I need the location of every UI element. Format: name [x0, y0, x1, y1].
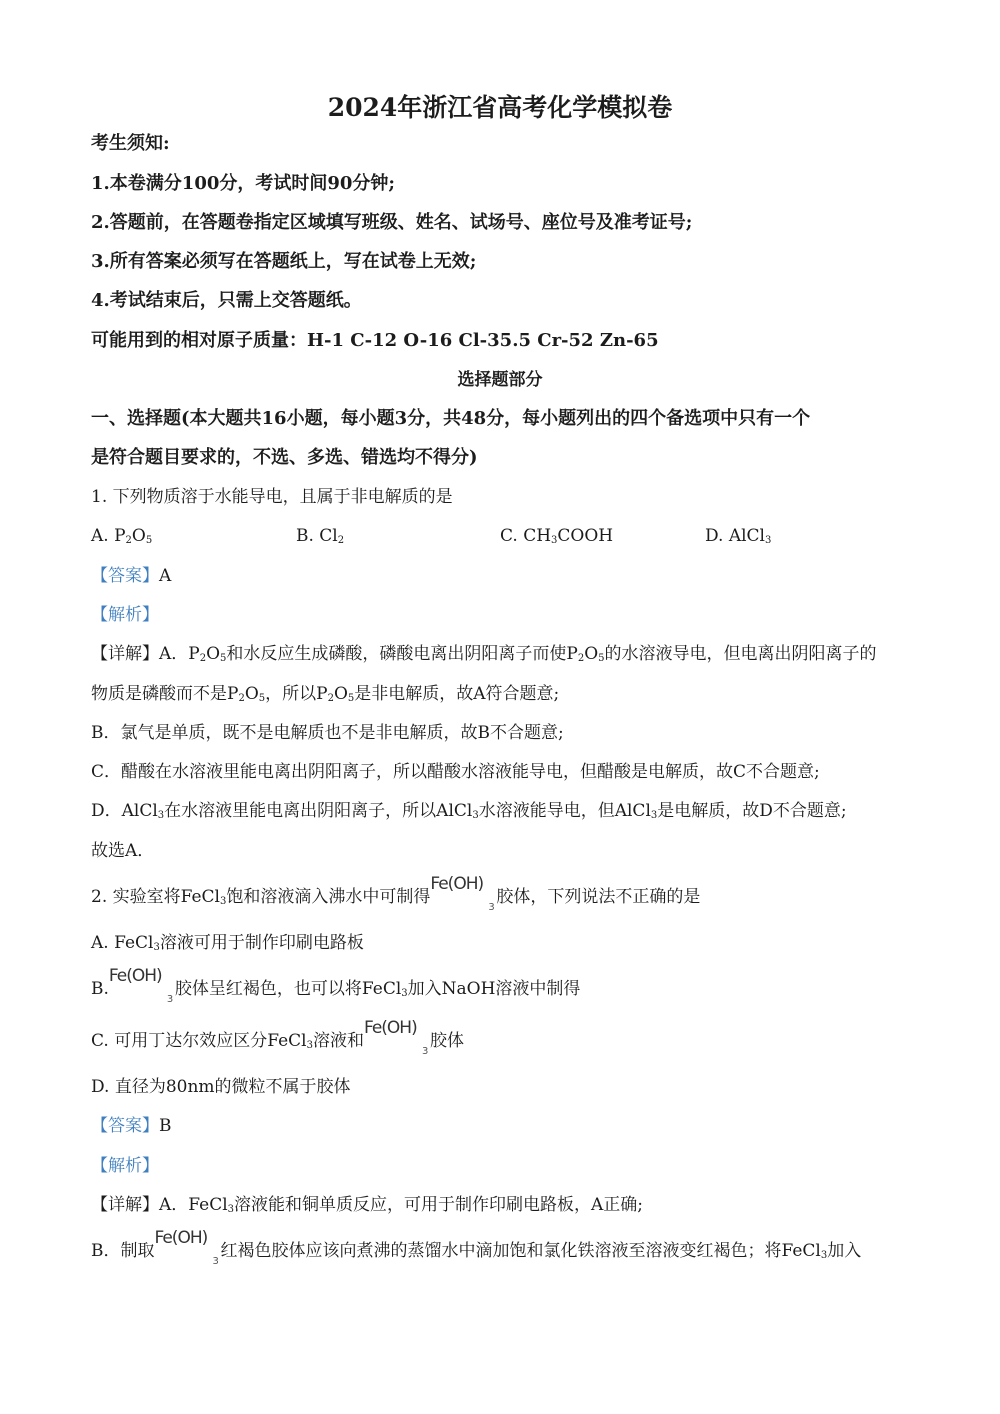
q2-option-d: D. 直径为80nm的微粒不属于胶体 [91, 1077, 351, 1097]
notice-item-2: 2.答题前，在答题卷指定区域填写班级、姓名、试场号、座位号及准考证号; [91, 212, 693, 233]
page-title: 2024年浙江省高考化学模拟卷 [327, 93, 673, 122]
q1-stem: 1. 下列物质溶于水能导电，且属于非电解质的是 [91, 487, 453, 507]
q1-option-c: C. $CH_3COOH$ [500, 526, 614, 546]
q2-option-c: C. 可用丁达尔效应区分FeCl$_3$溶液和 Fe(OH) 3 胶体 [91, 1017, 464, 1057]
part-intro-line-1: 一、选择题(本大题共16小题，每小题3分，共48分，每小题列出的四个备选项中只有一个 [91, 408, 811, 429]
q2-detail-line-1: 【详解】A．FeCl$_3$溶液能和铜单质反应，可用于制作印刷电路板，A正确; [91, 1195, 644, 1215]
section-heading: 选择题部分 [457, 370, 543, 390]
answer-tag: 【答案】 [91, 1116, 159, 1136]
q1-detail-line-5: D．AlCl$_3$在水溶液里能电离出阴阳离子，所以AlCl$_3$水溶液能导电，但AlCl$_3$是电解质，故D不合题意; [91, 801, 847, 821]
q1-option-d: D. AlCl$_3$ [705, 526, 772, 546]
q1-analysis-tag: 【解析】 [91, 605, 159, 625]
fe-oh3-formula: Fe(OH) 3 [363, 1017, 429, 1057]
notice-item-4: 4.考试结束后，只需上交答题纸。 [91, 290, 362, 311]
q1-detail-line-2: 物质是磷酸而不是$P_2O_5$，所以$P_2O_5$是非电解质，故A符合题意; [91, 684, 560, 704]
q1-option-a: A. $P_2O_5$ [91, 526, 153, 546]
q2-detail-line-2: B．制取 Fe(OH) 3 红褐色胶体应该向煮沸的蒸馏水中滴加饱和氯化铁溶液至溶液变红褐色；将FeCl$_3$加入 [91, 1227, 862, 1267]
part-intro-line-2: 是符合题目要求的，不选、多选、错选均不得分) [91, 447, 478, 468]
q2-stem: 2. 实验室将FeCl$_3$饱和溶液滴入沸水中可制得 Fe(OH) 3 胶体，下列说法不正确的是 [91, 873, 701, 913]
notice-item-1: 1.本卷满分100分，考试时间90分钟; [91, 173, 396, 194]
atomic-mass-line: 可能用到的相对原子质量：H-1 C-12 O-16 Cl-35.5 Cr-52 Zn-65 [91, 330, 659, 351]
q1-detail-line-6: 故选A． [91, 841, 155, 861]
fe-oh3-formula: Fe(OH) 3 [430, 873, 495, 913]
q1-detail-line-3: B．氯气是单质，既不是电解质也不是非电解质，故B不合题意; [91, 723, 564, 743]
q1-detail-line-4: C．醋酸在水溶液里能电离出阴阳离子，所以醋酸水溶液能导电，但醋酸是电解质，故C不合题意; [91, 762, 820, 782]
fe-oh3-formula: Fe(OH) 3 [154, 1227, 219, 1267]
q2-option-b: B. Fe(OH) 3 胶体呈红褐色，也可以将FeCl$_3$加入NaOH溶液中制得 [91, 965, 581, 1005]
q2-analysis-tag: 【解析】 [91, 1156, 159, 1176]
notice-heading: 考生须知: [91, 133, 170, 154]
answer-tag: 【答案】 [91, 566, 159, 586]
fe-oh3-formula: Fe(OH) 3 [108, 965, 174, 1005]
q1-option-b: B. $Cl_2$ [296, 526, 345, 546]
q1-detail-line-1: 【详解】A．$P_2O_5$和水反应生成磷酸，磷酸电离出阴阳离子而使$P_2O_5$的水溶液导电，但电离出阴阳离子的 [91, 644, 877, 664]
notice-item-3: 3.所有答案必须写在答题纸上，写在试卷上无效; [91, 251, 477, 272]
q2-answer: 【答案】B [91, 1116, 172, 1136]
q2-option-a: A. FeCl$_3$溶液可用于制作印刷电路板 [91, 933, 364, 953]
q1-answer: 【答案】A [91, 566, 172, 586]
